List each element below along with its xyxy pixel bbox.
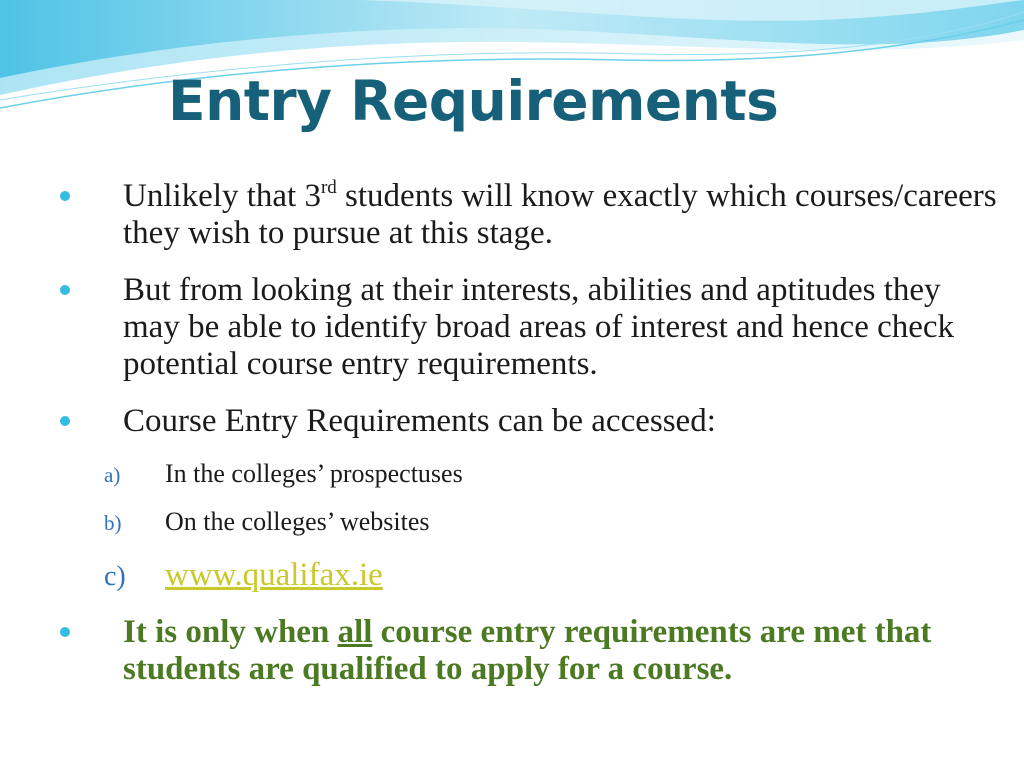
- sub-item-marker: c): [104, 561, 126, 592]
- qualifax-link[interactable]: www.qualifax.ie: [165, 557, 383, 593]
- sub-item-text: On the colleges’ websites: [165, 507, 430, 536]
- sub-item-marker: a): [104, 463, 121, 487]
- bullet-text-3: Course Entry Requirements can be accessed:: [123, 403, 716, 439]
- bullet-dot: [60, 191, 70, 201]
- bullet-dot: [60, 416, 70, 426]
- bullet-text-4: It is only when all course entry requirements are met that students are qualified to apply for a course.: [123, 614, 932, 687]
- bullet-dot: [60, 627, 70, 637]
- sub-item-text: In the colleges’ prospectuses: [165, 459, 463, 488]
- bullet-text-2: But from looking at their interests, abilities and aptitudes they may be able to identify broad areas of interest and hence check potential course entry requirements.: [123, 272, 955, 382]
- bullet-dot: [60, 285, 70, 295]
- bullet-text-1: Unlikely that 3rd students will know exactly which courses/careers they wish to pursue at this stage.: [123, 177, 997, 251]
- sub-item-marker: b): [104, 511, 122, 535]
- page-title: Entry Requirements: [168, 69, 779, 133]
